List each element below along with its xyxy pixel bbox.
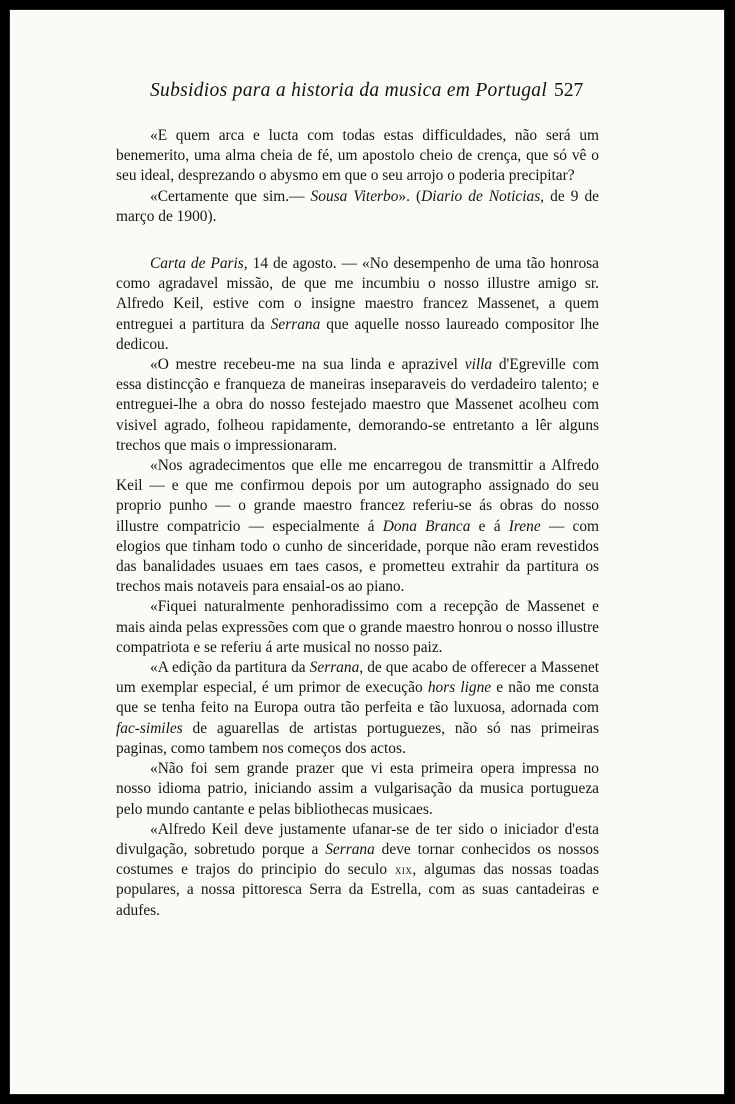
paragraph-3-letter-heading: Carta de Paris, 14 de agosto. — «No desempenho de uma tão honrosa como agradavel missão, de que me incumbiu o nosso illustre amigo sr. Alfredo Keil, estive com o insigne maestro francez Massenet, a quem entreguei a partitura da Serrana que aquelle nosso laureado compositor lhe dedicou. [116,255,600,353]
paragraph-9: «Alfredo Keil deve justamente ufanar-se de ter sido o iniciador d'esta divulgação, sobretudo porque a Serrana deve tornar conhecidos os nossos costumes e trajos do principio do seculo xix, algumas das nossas toadas populares, a nossa pittoresca Serra da Estrella, com as suas cantadeiras e adufes. [116,820,599,919]
paragraph-7: «A edição da partitura da Serrana, de que acabo de offerecer a Massenet um exemplar especial, é um primor de execução hors ligne e não me consta que se tenha feito na Europa outra tão perfeita e tão luxuosa, adornada com fac-similes de aguarellas de artistas portuguezes, não só nas primeiras paginas, como tambem nos começos dos actos. [116,659,599,757]
paragraph-6: «Fiquei naturalmente penhoradissimo com a recepção de Massenet e mais ainda pelas expressões com que o grande maestro honrou o nosso illustre compatriota e se referiu á arte musical no nosso paiz. [116,598,599,656]
running-title: Subsidios para a historia da musica em Portugal [150,80,548,101]
paragraph-5: «Nos agradecimentos que elle me encarregou de transmittir a Alfredo Keil — e que me confirmou depois por um autographo assignado do seu proprio punho — o grande maestro francez referiu-se ás obras do nosso illustre compatricio — especialmente á Dona Branca e á Irene — com elogios que tinham todo o cunho de sinceridade, porque não eram revestidos das banalidades usuaes em taes casos, e prometteu extrahir da partitura os trechos mais notaveis para ensaial-os ao piano. [116,457,599,596]
paragraph-4: «O mestre recebeu-me na sua linda e aprazivel villa d'Egreville com essa distincção e franqueza de maneiras inseparaveis do verdadeiro talento; e entreguei-lhe a obra do nosso festejado maestro que Massenet acolheu com visivel agrado, folheou rapidamente, demorando-se entretanto a lêr alguns trechos que mais o impressionaram. [116,356,599,454]
paragraph-1: «E quem arca e lucta com todas estas difficuldades, não será um benemerito, uma alma cheia de fé, um apostolo cheio de crença, que só vê o seu ideal, desprezando o abysmo em que o seu arrojo o poderia precipitar? [116,127,599,185]
page-header [10,80,724,108]
body-text [116,126,599,921]
paragraph-8: «Não foi sem grande prazer que vi esta primeira opera impressa no nosso idioma patrio, iniciando assim a vulgarisação da musica portugueza pelo mundo cantante e pelas bibliothecas musicaes. [116,760,599,818]
paragraph-2-signature: «Certamente que sim.— Sousa Viterbo». (Diario de Noticias, de 9 de março de 1900). [116,187,600,225]
page-number: 527 [554,80,584,101]
book-page [9,9,725,1095]
